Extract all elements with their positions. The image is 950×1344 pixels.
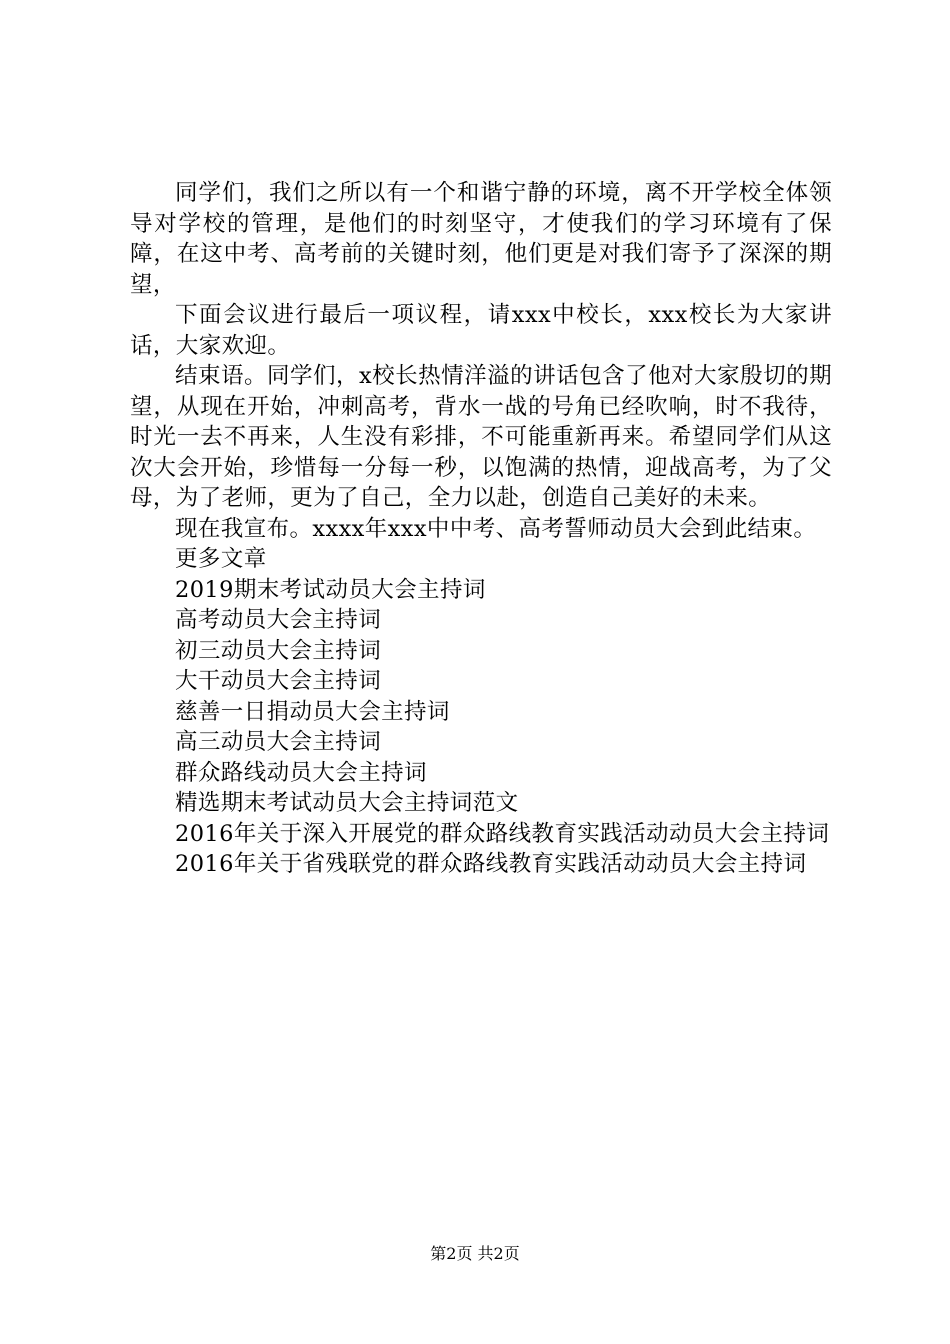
paragraph-announcement: 现在我宣布。xxxx年xxx中中考、高考誓师动员大会到此结束。	[175, 515, 817, 542]
article-link[interactable]: 高三动员大会主持词	[175, 729, 382, 755]
document-body	[130, 178, 832, 880]
article-link[interactable]: 2016年关于深入开展党的群众路线教育实践活动动员大会主持词	[175, 820, 830, 847]
article-link[interactable]: 2019期末考试动员大会主持词	[175, 576, 486, 603]
article-link[interactable]: 2016年关于省残联党的群众路线教育实践活动动员大会主持词	[175, 851, 807, 877]
page-number-footer: 第2页 共2页	[430, 1244, 520, 1263]
more-articles-list	[130, 575, 832, 880]
article-link[interactable]: 大干动员大会主持词	[175, 668, 382, 694]
article-link[interactable]: 慈善一日捐动员大会主持词	[175, 698, 450, 725]
article-link[interactable]: 初三动员大会主持词	[175, 637, 382, 664]
paragraph-agenda: 下面会议进行最后一项议程，请xxx中校长，xxx校长为大家讲话，大家欢迎。	[130, 302, 832, 359]
article-link[interactable]: 精选期末考试动员大会主持词范文	[175, 790, 519, 816]
article-link[interactable]: 群众路线动员大会主持词	[175, 759, 427, 786]
article-link[interactable]: 高考动员大会主持词	[175, 607, 382, 633]
paragraph-closing-remarks: 结束语。同学们，x校长热情洋溢的讲话包含了他对大家殷切的期望，从现在开始，冲刺高考，背水一战的号角已经吹响，时不我待，时光一去不再来，人生没有彩排，不可能重新再来。希望同学们从这次大会开始，珍惜每一分每一秒，以饱满的热情，迎战高考，为了父母，为了老师，更为了自己，全力以赴，创造自己美好的未来。	[130, 363, 832, 511]
paragraph-leadership: 同学们，我们之所以有一个和谐宁静的环境，离不开学校全体领导对学校的管理，是他们的时刻坚守，才使我们的学习环境有了保障，在这中考、高考前的关键时刻，他们更是对我们寄予了深深的期望，	[130, 180, 832, 298]
more-articles-heading: 更多文章	[175, 546, 267, 572]
